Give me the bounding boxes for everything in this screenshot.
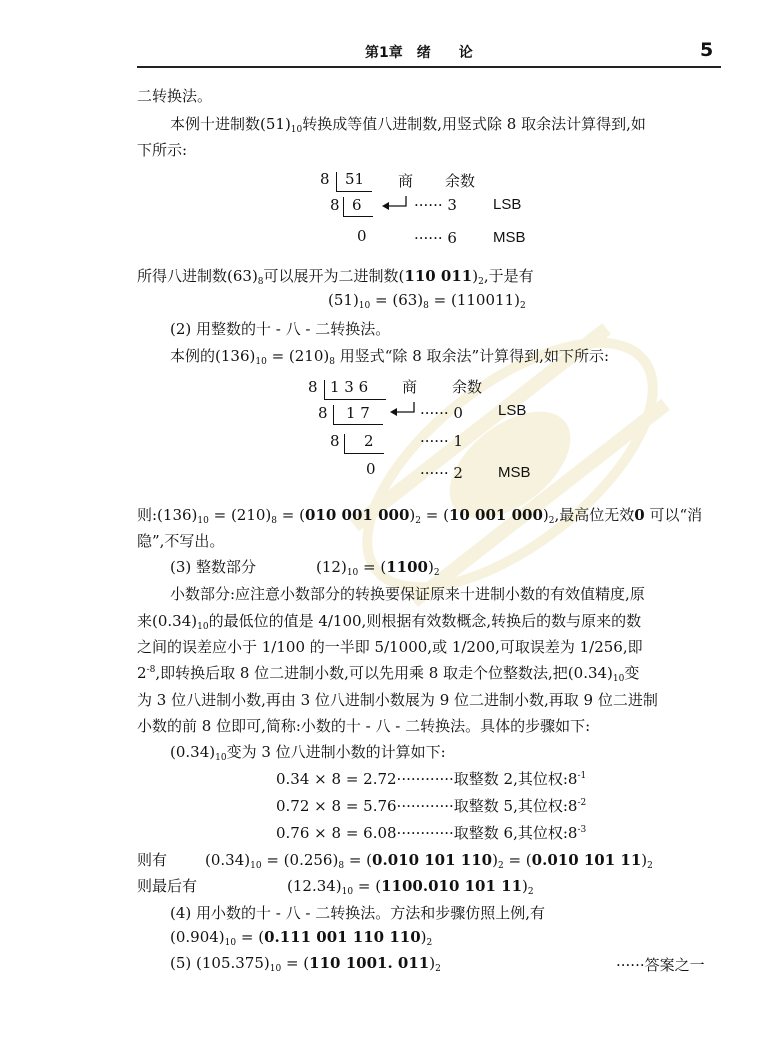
arrow-left-icon [380,194,410,212]
text-line: (2) 用整数的十 - 八 - 二转换法。 [170,320,391,338]
text-line: 为 3 位八进制小数,再由 3 位八进制小数展为 9 位二进制小数,再取 9 位二进制 [137,691,658,709]
text-line: 本例十进制数$(51)_{10}$转换成等值八进制数,用竖式除 8 取余法计算得到,如 [170,115,646,135]
calc-line: 0.34 × 8 = 2.72············取整数 2,其位权$:8^{-1}$ [276,770,587,788]
text-line: (4) 用小数的十 - 八 - 二转换法。方法和步骤仿照上例,有 [170,904,545,922]
text-line: 所得八进制数$(63)_8$可以展开为二进制数(110 $011)_2$,于是有 [137,267,534,287]
running-header: 第1章 绪 论 [365,45,473,61]
text-line: $(0.34)_{10}$变为 3 位八进制小数的计算如下: [170,743,446,763]
text-line: 小数的前 8 位即可,简称:小数的十 - 八 - 二转换法。具体的步骤如下: [137,717,591,735]
remainder: ······ 1 [420,432,463,450]
divisor: 8 [330,432,340,450]
remainder-label: 余数 [452,378,483,396]
dividend: 1 3 6 [330,378,369,396]
text-line: 来$(0.34)_{10}$的最低位的值是 4/100,则根据有效数概念,转换后的数与原来的数 [137,612,642,632]
remainder: ······ 2 [420,464,463,482]
text-line: 则有 $(0.34)_{10} = (0.256)_8 = (0.010$ 101 $110)_2 = (0.010$ 101 $11)_2$ [137,851,653,871]
text-line: (3) 整数部分 $(12)_{10} = (1100)_2$ [170,558,440,578]
text-line: $2^{-8}$,即转换后取 8 位二进制小数,可以先用乘 8 取走个位整数法,把$(0.34)_{10}$变 [137,664,640,684]
divisor: 8 [318,404,328,422]
quotient: 2 [364,432,374,450]
calc-line: 0.72 × 8 = 5.76············取整数 5,其位权$:8^{-2}$ [276,797,587,815]
answer-note: ······答案之一 [616,956,705,974]
page-number: 5 [700,39,714,61]
quotient-label: 商 [398,172,414,190]
text-line: 二转换法。 [137,87,213,105]
calc-line: 0.76 × 8 = 6.08············取整数 6,其位权$:8^{-3}$ [276,824,587,842]
lsb-label: LSB [493,196,522,213]
lsb-label: LSB [498,402,527,419]
quotient: 1 7 [346,404,370,422]
quotient: 0 [366,460,376,478]
text-line: 下所示: [137,141,188,159]
remainder: ······ 6 [414,229,457,247]
divisor: 8 [330,196,340,214]
equation: $(51)_{10} = (63)_8 = (110011)_2$ [328,291,526,311]
text-line: 小数部分:应注意小数部分的转换要保证原来十进制小数的有效值精度,原 [170,585,645,603]
text-line: 本例的$(136)_{10} = (210)_8$ 用竖式“除 8 取余法”计算得到,如下所示: [170,347,609,367]
text-line: (5) $(105.375)_{10} = (110$ 1001. $011)_2$ [170,954,441,974]
quotient: 0 [357,227,367,245]
remainder: ······ 0 [420,404,463,422]
text-line: 之间的误差应小于 1/100 的一半即 5/1000,或 1/200,可取误差为 1/256,即 [137,638,643,656]
divisor: 8 [320,170,330,188]
text-line: 则$:(136)_{10} = (210)_8 = (010$ 001 $000)_2 = (10$ 001 $000)_2$,最高位无效0 可以“消 [137,506,703,526]
dividend: 51 [345,170,365,188]
quotient-label: 商 [402,378,418,396]
msb-label: MSB [498,464,531,481]
remainder-label: 余数 [445,172,476,190]
header-rule [137,66,721,68]
msb-label: MSB [493,229,526,246]
remainder: ······ 3 [414,196,457,214]
text-line: 则最后有 $(12.34)_{10} = (1100.010$ 101 $11)_2$ [137,877,534,897]
quotient: 6 [352,196,362,214]
text-line: $(0.904)_{10} = (0.111$ 001 110 $110)_2$ [170,928,433,948]
text-line: 隐”,不写出。 [137,532,225,550]
arrow-left-icon [388,400,418,418]
divisor: 8 [308,378,318,396]
